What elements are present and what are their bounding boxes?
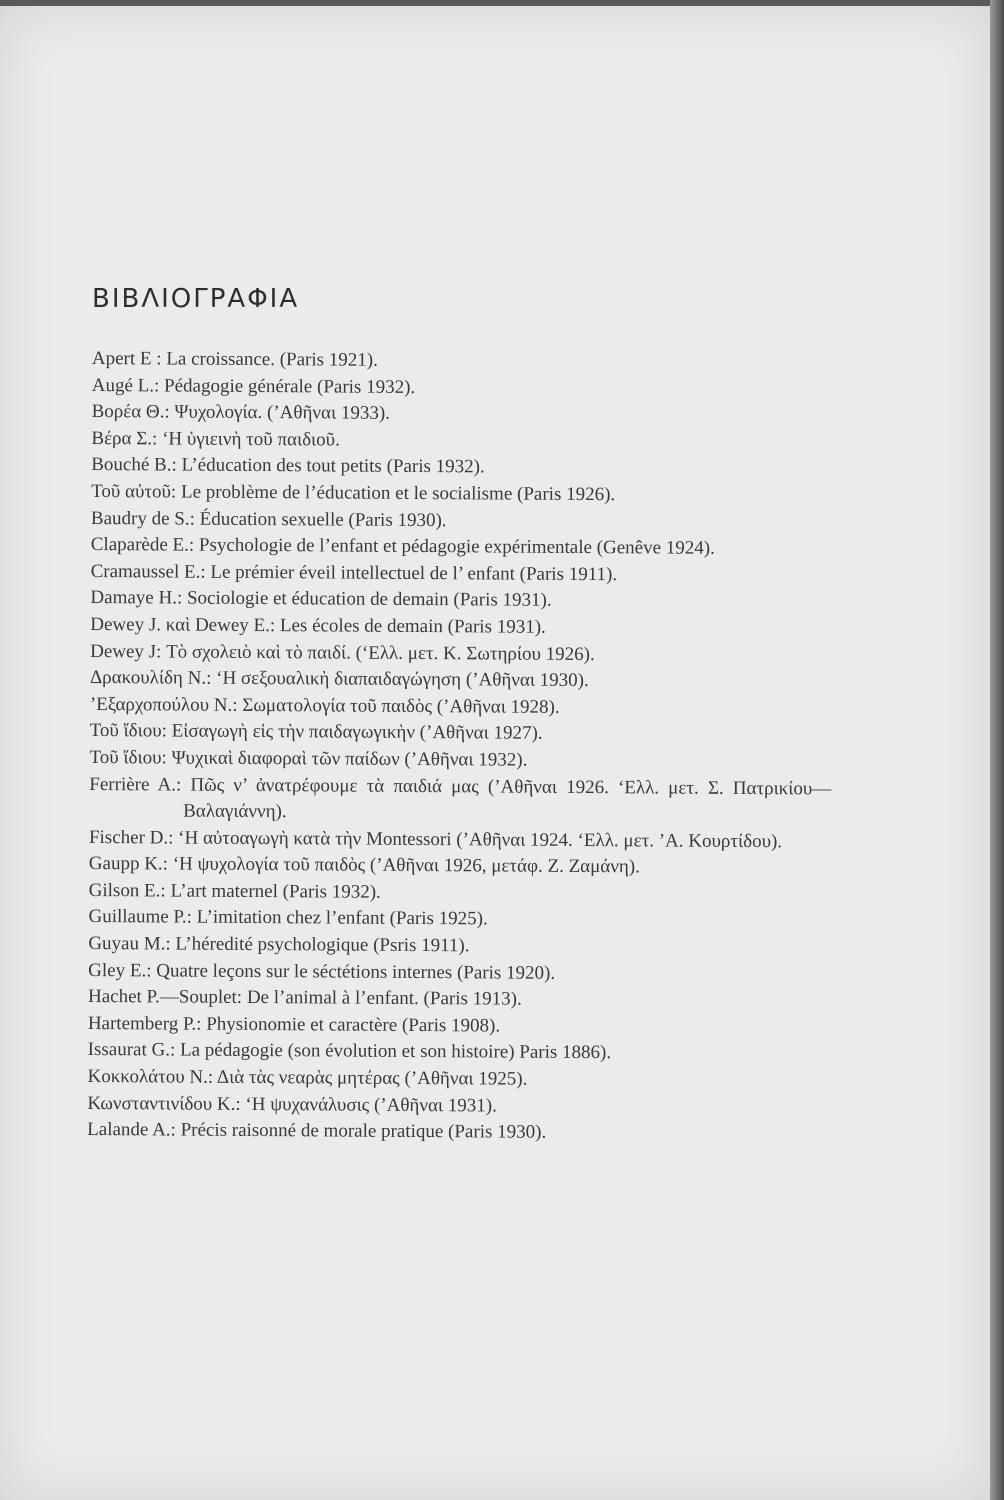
bibliography-entry: Dewey J. καὶ Dewey E.: Les écoles de demain (Paris 1931). — [90, 613, 546, 638]
bibliography-entry: Lalande A.: Précis raisonné de morale pratique (Paris 1930). — [87, 1119, 547, 1144]
bibliography-entry: Fischer D.: ‘Η αὐτοαγωγὴ κατὰ τὴν Montessori (’Αθῆναι 1924. ‘Ελλ. μετ. ’Α. Κουρτίδου). — [88, 826, 783, 852]
bibliography-entry: Guyau M.: L’héredité psychologique (Psris 1911). — [88, 933, 470, 957]
bibliography-entry: Dewey J: Τὸ σχολειὸ καὶ τὸ παιδί. (‘Ελλ. μετ. Κ. Σωτηρίου 1926). — [90, 640, 595, 665]
bibliography-entry: Κωνσταντινίδου Κ.: ‘Η ψυχανάλυσις (’Αθῆναι 1931). — [87, 1092, 497, 1117]
bibliography-entry: Κοκκολάτου Ν.: Διὰ τὰς νεαρὰς μητέρας (’Αθῆναι 1925). — [87, 1066, 528, 1090]
book-page — [0, 6, 990, 1500]
bibliography-entry: Claparède E.: Psychologie de l’enfant et pédagogie expérimentale (Genêve 1924). — [90, 534, 715, 559]
bibliography-entry: Cramaussel E.: Le prémier éveil intellectuel de l’ enfant (Paris 1911). — [90, 560, 618, 585]
bibliography-entry: Bouché B.: L’éducation des tout petits (Paris 1932). — [91, 454, 485, 478]
bibliography-entry: Τοῦ ἴδιου: Εἰσαγωγὴ εἰς τὴν παιδαγωγικὴν (’Αθῆναι 1927). — [89, 720, 543, 745]
bibliography-entry: ’Εξαρχοπούλου Ν.: Σωματολογία τοῦ παιδὸς (’Αθῆναι 1928). — [89, 693, 560, 718]
bibliography-entry: Augé L.: Pédagogie générale (Paris 1932). — [91, 374, 416, 398]
bibliography-entry: Hartemberg P.: Physionomie et caractère (Paris 1908). — [87, 1012, 501, 1037]
bibliography-entry: Apert E : La croissance. (Paris 1921). — [91, 347, 378, 371]
bibliography-entry: Βορέα Θ.: Ψυχολογία. (’Αθῆναι 1933). — [91, 401, 391, 425]
bibliography-entry: Hachet P.—Souplet: De l’animal à l’enfant. (Paris 1913). — [87, 986, 522, 1010]
bibliography-entry: Issaurat G.: La pédagogie (son évolution et son histoire) Paris 1886). — [87, 1039, 612, 1064]
page-right-edge — [990, 0, 1004, 1500]
bibliography-entry: Damaye H.: Sociologie et éducation de demain (Paris 1931). — [90, 587, 552, 612]
bibliography-entry: Τοῦ αὐτοῦ: Le problème de l’éducation et le socialisme (Paris 1926). — [91, 480, 616, 506]
bibliography-entry: Baudry de S.: Éducation sexuelle (Paris 1930). — [90, 507, 447, 531]
bibliography-entry: Gilson E.: L’art maternel (Paris 1932). — [88, 879, 381, 903]
bibliography-entry: Βέρα Σ.: ‘Η ὑγιεινὴ τοῦ παιδιοῦ. — [91, 427, 340, 451]
bibliography-entry: Ferrière A.: Πῶς ν’ ἀνατρέφουμε τὰ παιδιά μας (’Αθῆναι 1926. ‘Ελλ. μετ. Σ. Πατρικίου—Βαλαγιάννη). — [89, 773, 832, 823]
bibliography-list — [87, 346, 834, 1148]
bibliography-entry: Gaupp K.: ‘Η ψυχολογία τοῦ παιδὸς (’Αθῆναι 1926, μετάφ. Ζ. Ζαμάνη). — [88, 853, 640, 878]
bibliography-entry: Gley E.: Quatre leçons sur le séctétions internes (Paris 1920). — [88, 959, 556, 984]
bibliography-entry: Τοῦ ἴδιου: Ψυχικαὶ διαφοραὶ τῶν παίδων (’Αθῆναι 1932). — [89, 746, 528, 771]
bibliography-title: ΒΙΒΛΙΟΓΡΑΦΙΑ — [92, 284, 300, 314]
bibliography-entry: Δρακουλίδη Ν.: ‘Η σεξουαλικὴ διαπαιδαγώγηση (’Αθῆναι 1930). — [89, 667, 589, 692]
bibliography-entry: Guillaume P.: L’imitation chez l’enfant (Paris 1925). — [88, 906, 488, 930]
